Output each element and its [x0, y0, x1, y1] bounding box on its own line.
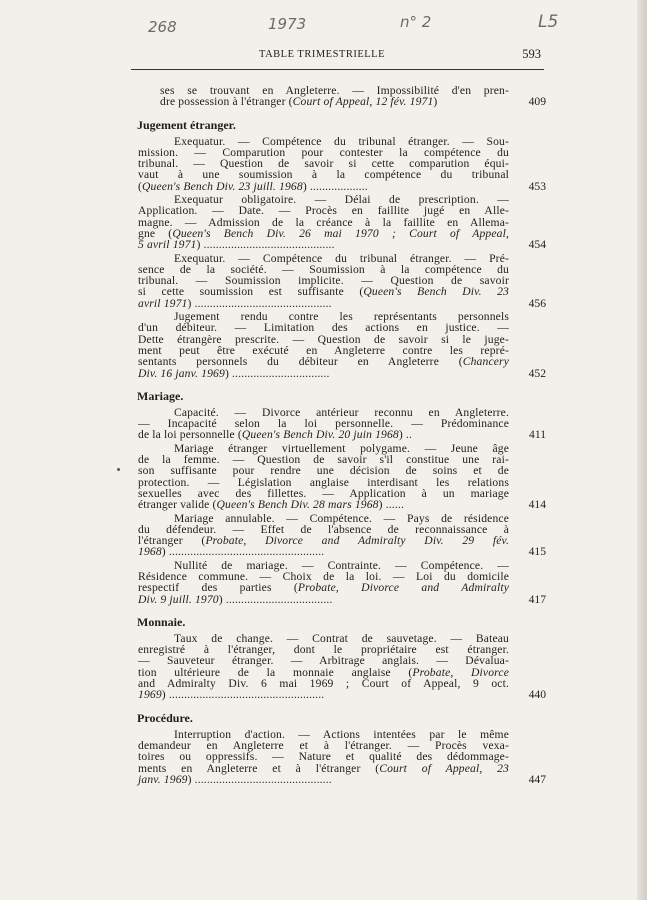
- entry-line: enregistré à l'étranger, dont le propriétaire est étranger.: [138, 643, 509, 657]
- index-entry: [138, 194, 546, 250]
- index-entry: [138, 729, 546, 785]
- entry-page-number: 447: [528, 772, 546, 786]
- entry-page-number: 453: [528, 179, 546, 193]
- entry-line: Exequatur. — Compétence du tribunal étranger. — Sou-: [174, 134, 509, 148]
- entry-page-number: 409: [528, 95, 546, 109]
- index-entry: [138, 407, 546, 441]
- entry-line: (Queen's Bench Div. 23 juill. 1968) ...................: [138, 179, 368, 193]
- entry-line: Taux de change. — Contrat de sauvetage. — Bateau: [174, 631, 509, 645]
- entry-line: sence de la société. — Soumission à la compétence du: [138, 262, 509, 276]
- entry-page-number: 417: [528, 592, 546, 606]
- handwritten-note-ref-a: 268: [148, 18, 177, 36]
- running-title: TABLE TRIMESTRIELLE: [259, 49, 385, 60]
- entry-page-number: 440: [528, 688, 546, 702]
- entry-line: 1968) ...................................................: [138, 545, 325, 559]
- entry-line: toires ou oppressifs. — Nature et qualité des dédommage-: [138, 750, 509, 764]
- entry-line: son suffisante pour rendre une décision de soins et de: [138, 464, 509, 478]
- index-section: [138, 711, 546, 785]
- entry-line: avril 1971) .............................................: [138, 296, 332, 310]
- entry-page-number: 452: [528, 366, 546, 380]
- entry-line: Div. 9 juill. 1970) ...................................: [138, 592, 333, 606]
- entry-line: 1969) ...................................................: [138, 688, 325, 702]
- index-entry: [138, 513, 546, 558]
- index-entry: [138, 560, 546, 605]
- index-section: [138, 85, 546, 108]
- entry-page-number: 415: [528, 545, 546, 559]
- entry-line: de la femme. — Question de savoir s'il constitue une rai-: [138, 453, 509, 467]
- entry-line: vaut à une soumission à la compétence du tribunal: [138, 168, 509, 182]
- entry-line: — Sauveteur étranger. — Arbitrage anglais. — Dévalua-: [138, 654, 509, 668]
- entry-line: d'un débiteur. — Limitation des actions en justice. —: [138, 321, 509, 335]
- entry-line: dre possession à l'étranger (Court of Appeal, 12 fév. 1971): [160, 95, 438, 109]
- entry-line: protection. — Législation anglaise interdisant les relations: [138, 475, 509, 489]
- entry-page-number: 414: [528, 498, 546, 512]
- index-content: [138, 85, 546, 787]
- entry-line: Application. — Date. — Procès en faillite jugé en Alle-: [138, 204, 509, 218]
- handwritten-note-ref-c: n° 2: [400, 13, 432, 31]
- entry-line: Exequatur. — Compétence du tribunal étranger. — Pré-: [174, 251, 509, 265]
- entry-page-number: 454: [528, 238, 546, 252]
- page-number: 593: [522, 47, 541, 61]
- entry-line: de la loi personnelle (Queen's Bench Div. 20 juin 1968) ..: [138, 428, 413, 442]
- entry-line: Mariage annulable. — Compétence. — Pays de résidence: [174, 511, 509, 525]
- entry-line: janv. 1969) .............................................: [138, 772, 332, 786]
- entry-line: sentants personnels du débiteur en Angleterre (Chancery: [138, 355, 509, 369]
- entry-line: Capacité. — Divorce antérieur reconnu en Angleterre.: [174, 405, 509, 419]
- entry-line: ment peut être exécuté en Angleterre contre les repré-: [138, 343, 509, 357]
- index-entry: [138, 136, 546, 192]
- index-section: [138, 615, 546, 701]
- index-entry: [138, 253, 546, 309]
- entry-line: l'étranger (Probate, Divorce and Admiralty Div. 29 fév.: [138, 534, 510, 548]
- entry-page-number: 456: [528, 296, 546, 310]
- index-section: [138, 389, 546, 605]
- entry-line: tribunal. — Question de savoir si cette comparution équi-: [138, 157, 509, 171]
- entry-line: and Admiralty Div. 6 mai 1969 ; Court of Appeal, 9 oct.: [138, 677, 509, 691]
- entry-line: magne. — Admission de la créance à la faillite en Allema-: [138, 215, 509, 229]
- entry-line: Nullité de mariage. — Contrainte. — Compétence. —: [174, 558, 509, 572]
- entry-line: — Incapacité selon la loi personnelle. — Prédominance: [138, 417, 509, 431]
- entry-line: étranger valide (Queen's Bench Div. 28 mars 1968) ......: [138, 498, 404, 512]
- entry-line: du défendeur. — Effet de l'absence de reconnaissance à: [138, 522, 509, 536]
- index-entry: [138, 311, 546, 379]
- entry-line: si cette soumission est suffisante (Queen's Bench Div. 23: [138, 285, 510, 299]
- index-section: [138, 118, 546, 379]
- handwritten-note-ref-d: L5: [538, 12, 559, 32]
- entry-line: Interruption d'action. — Actions intentées par le même: [174, 727, 509, 741]
- section-heading: Jugement étranger.: [137, 117, 236, 132]
- entry-page-number: 411: [529, 428, 546, 442]
- entry-line: Mariage étranger virtuellement polygame. — Jeune âge: [174, 441, 509, 455]
- entry-line: tion ultérieure de la monnaie anglaise (Probate, Divorce: [138, 665, 509, 679]
- ink-speck: [117, 468, 120, 471]
- index-entry: [138, 85, 546, 108]
- entry-line: tribunal. — Soumission implicite. — Question de savoir: [138, 274, 509, 288]
- handwritten-note-ref-b: 1973: [268, 15, 307, 33]
- section-heading: Monnaie.: [137, 614, 186, 629]
- entry-line: gne (Queen's Bench Div. 26 mai 1970 ; Court of Appeal,: [138, 226, 510, 240]
- entry-line: sexuelles avec des fillettes. — Application à un mariage: [138, 486, 509, 500]
- entry-line: mission. — Comparution pour contester la compétence du: [138, 145, 509, 159]
- entry-line: respectif des parties (Probate, Divorce and Admiralty: [138, 581, 509, 595]
- entry-line: Jugement rendu contre les représentants personnels: [174, 310, 509, 324]
- index-entry: [138, 633, 546, 701]
- index-entry: [138, 443, 546, 511]
- section-heading: Mariage.: [137, 388, 184, 403]
- entry-line: Dette étrangère prescrite. — Question de savoir si le juge-: [138, 332, 509, 346]
- entry-line: demandeur en Angleterre et à l'étranger. — Procès vexa-: [138, 738, 509, 752]
- entry-line: 5 avril 1971) ...........................................: [138, 238, 335, 252]
- entry-line: Exequatur obligatoire. — Délai de prescription. —: [174, 193, 509, 207]
- page-header: [131, 43, 544, 70]
- entry-line: Div. 16 janv. 1969) ................................: [138, 366, 330, 380]
- entry-line: ments en Angleterre et à l'étranger (Court of Appeal, 23: [138, 761, 509, 775]
- section-heading: Procédure.: [137, 710, 193, 725]
- page-edge: [637, 0, 647, 900]
- entry-line: ses se trouvant en Angleterre. — Impossibilité d'en pren-: [160, 84, 509, 97]
- entry-line: Résidence commune. — Choix de la loi. — Loi du domicile: [138, 569, 509, 583]
